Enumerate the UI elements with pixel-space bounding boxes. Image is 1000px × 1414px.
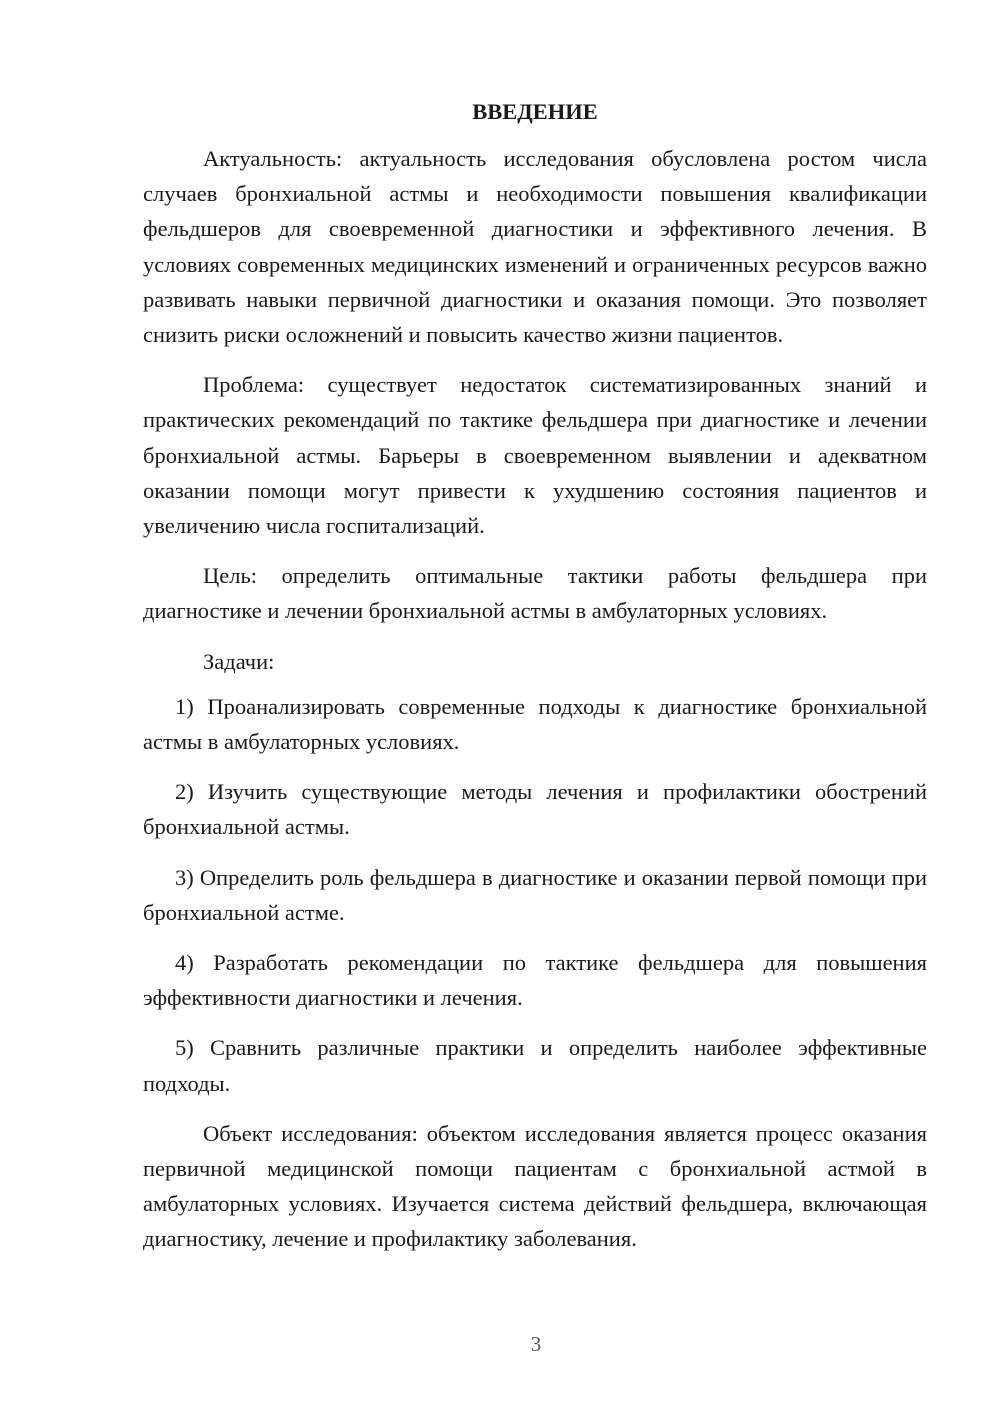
list-item: 1) Проанализировать современные подходы к диагностике бронхиальной астмы в амбулаторных условиях. <box>143 693 927 755</box>
tasks-heading: Задачи: <box>203 648 275 674</box>
list-item: 4) Разработать рекомендации по тактике фельдшера для повышения эффективности диагностики и лечения. <box>143 950 927 1011</box>
paragraph-object: Объект исследования: объектом исследования является процесс оказания первичной медицинской помощи пациентам с бронхиальной астмой в амбулаторных условиях. Изучается система действий фельдшера, включающая диагностику, лечение и профилактику заболевания. <box>143 1120 927 1252</box>
page-title: ВВЕДЕНИЕ <box>472 99 598 124</box>
list-item: 5) Сравнить различные практики и определить наиболее эффективные подходы. <box>143 1035 927 1096</box>
list-item: 3) Определить роль фельдшера в диагностике и оказании первой помощи при бронхиальной астме. <box>143 864 927 925</box>
page-content <box>143 97 927 1257</box>
list-item: 2) Изучить существующие методы лечения и профилактики обострений бронхиальной астмы. <box>143 779 927 840</box>
paragraph-goal: Цель: определить оптимальные тактики работы фельдшера при диагностике и лечении бронхиальной астмы в амбулаторных условиях. <box>143 563 927 624</box>
tasks-list <box>143 689 927 1101</box>
page-number: 3 <box>530 1332 542 1356</box>
paragraph-problem: Проблема: существует недостаток систематизированных знаний и практических рекомендаций по тактике фельдшера при диагностике и лечении бронхиальной астмы. Барьеры в своевременном выявлении и адекватном оказании помощи могут привести к ухудшению состояния пациентов и увеличению числа госпитализаций. <box>143 372 927 539</box>
paragraph-relevance: Актуальность: актуальность исследования обусловлена ростом числа случаев бронхиальной астмы и необходимости повышения квалификации фельдшеров для своевременной диагностики и эффективного лечения. В условиях современных медицинских изменений и ограниченных ресурсов важно развивать навыки первичной диагностики и оказания помощи. Это позволяет снизить риски осложнений и повысить качество жизни пациентов. <box>143 146 927 348</box>
